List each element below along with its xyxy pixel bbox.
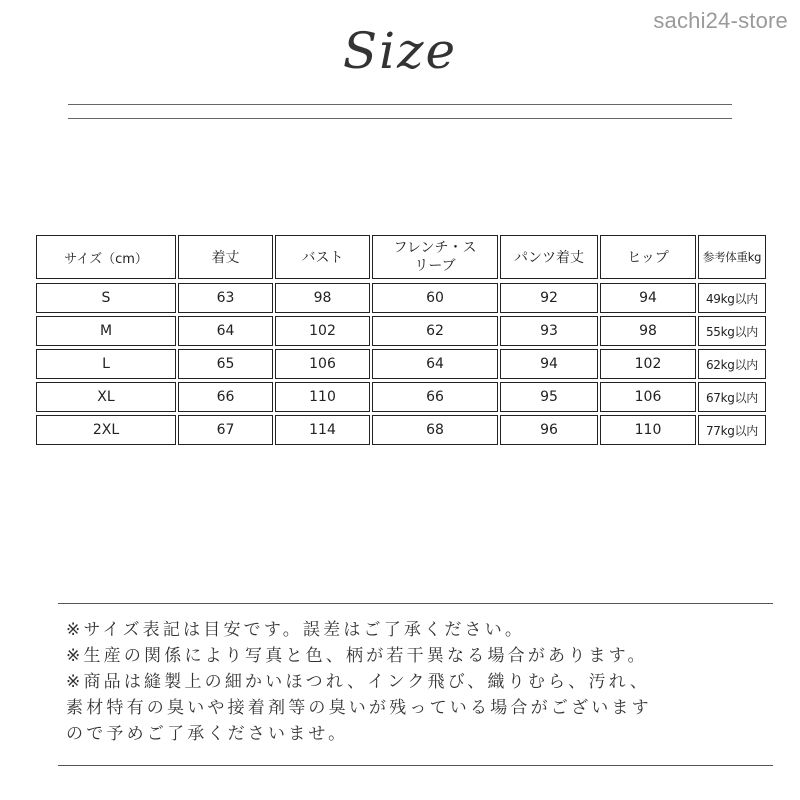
- table-cell: 114: [275, 415, 370, 445]
- table-cell: 106: [600, 382, 696, 412]
- table-cell: 106: [275, 349, 370, 379]
- table-cell: 2XL: [36, 415, 176, 445]
- table-header-row: [36, 235, 766, 279]
- header-cell-size: サイズ（cm）: [36, 235, 176, 279]
- table-cell: 62kg以内: [698, 349, 766, 379]
- header-cell-bust: バスト: [275, 235, 370, 279]
- title-divider-bottom: [68, 118, 732, 119]
- table-cell: 95: [500, 382, 598, 412]
- table-cell: 60: [372, 283, 498, 313]
- table-cell: 63: [178, 283, 273, 313]
- table-cell: 102: [600, 349, 696, 379]
- table-row: [36, 382, 766, 412]
- note-line: 素材特有の臭いや接着剤等の臭いが残っている場合がございます: [66, 698, 652, 718]
- table-cell: 55kg以内: [698, 316, 766, 346]
- table-cell: XL: [36, 382, 176, 412]
- table-cell: 62: [372, 316, 498, 346]
- title-divider-top: [68, 104, 732, 105]
- notes-block: [66, 617, 766, 747]
- table-cell: 110: [600, 415, 696, 445]
- header-cell-pants-length: パンツ着丈: [500, 235, 598, 279]
- page-title: Size: [342, 22, 458, 80]
- table-cell: 64: [178, 316, 273, 346]
- note-line: ので予めご了承くださいませ。: [66, 724, 349, 744]
- size-table: [36, 235, 766, 448]
- table-cell: M: [36, 316, 176, 346]
- header-cell-weight: 参考体重kg: [698, 235, 766, 279]
- table-cell: 67: [178, 415, 273, 445]
- table-cell: L: [36, 349, 176, 379]
- table-cell: 64: [372, 349, 498, 379]
- header-cell-french-sleeve: フレンチ・ス リーブ: [372, 235, 498, 279]
- table-cell: 94: [600, 283, 696, 313]
- table-cell: 92: [500, 283, 598, 313]
- table-cell: 68: [372, 415, 498, 445]
- table-cell: 66: [178, 382, 273, 412]
- table-cell: 110: [275, 382, 370, 412]
- table-cell: 96: [500, 415, 598, 445]
- table-cell: 102: [275, 316, 370, 346]
- table-cell: 77kg以内: [698, 415, 766, 445]
- header-cell-hip: ヒップ: [600, 235, 696, 279]
- note-line: ※サイズ表記は目安です。誤差はご了承ください。: [66, 620, 526, 640]
- table-cell: 49kg以内: [698, 283, 766, 313]
- table-cell: 94: [500, 349, 598, 379]
- table-cell: S: [36, 283, 176, 313]
- table-row: [36, 349, 766, 379]
- notes-divider-bottom: [58, 765, 773, 766]
- header-cell-length: 着丈: [178, 235, 273, 279]
- table-cell: 98: [600, 316, 696, 346]
- table-cell: 66: [372, 382, 498, 412]
- table-cell: 65: [178, 349, 273, 379]
- table-row: [36, 316, 766, 346]
- table-cell: 67kg以内: [698, 382, 766, 412]
- notes-divider-top: [58, 603, 773, 604]
- store-watermark: sachi24-store: [653, 8, 788, 33]
- table-row: [36, 283, 766, 313]
- table-cell: 93: [500, 316, 598, 346]
- table-cell: 98: [275, 283, 370, 313]
- note-line: ※生産の関係により写真と色、柄が若干異なる場合があります。: [66, 646, 648, 666]
- table-row: [36, 415, 766, 445]
- note-line: ※商品は縫製上の細かいほつれ、インク飛び、織りむら、汚れ、: [66, 672, 651, 692]
